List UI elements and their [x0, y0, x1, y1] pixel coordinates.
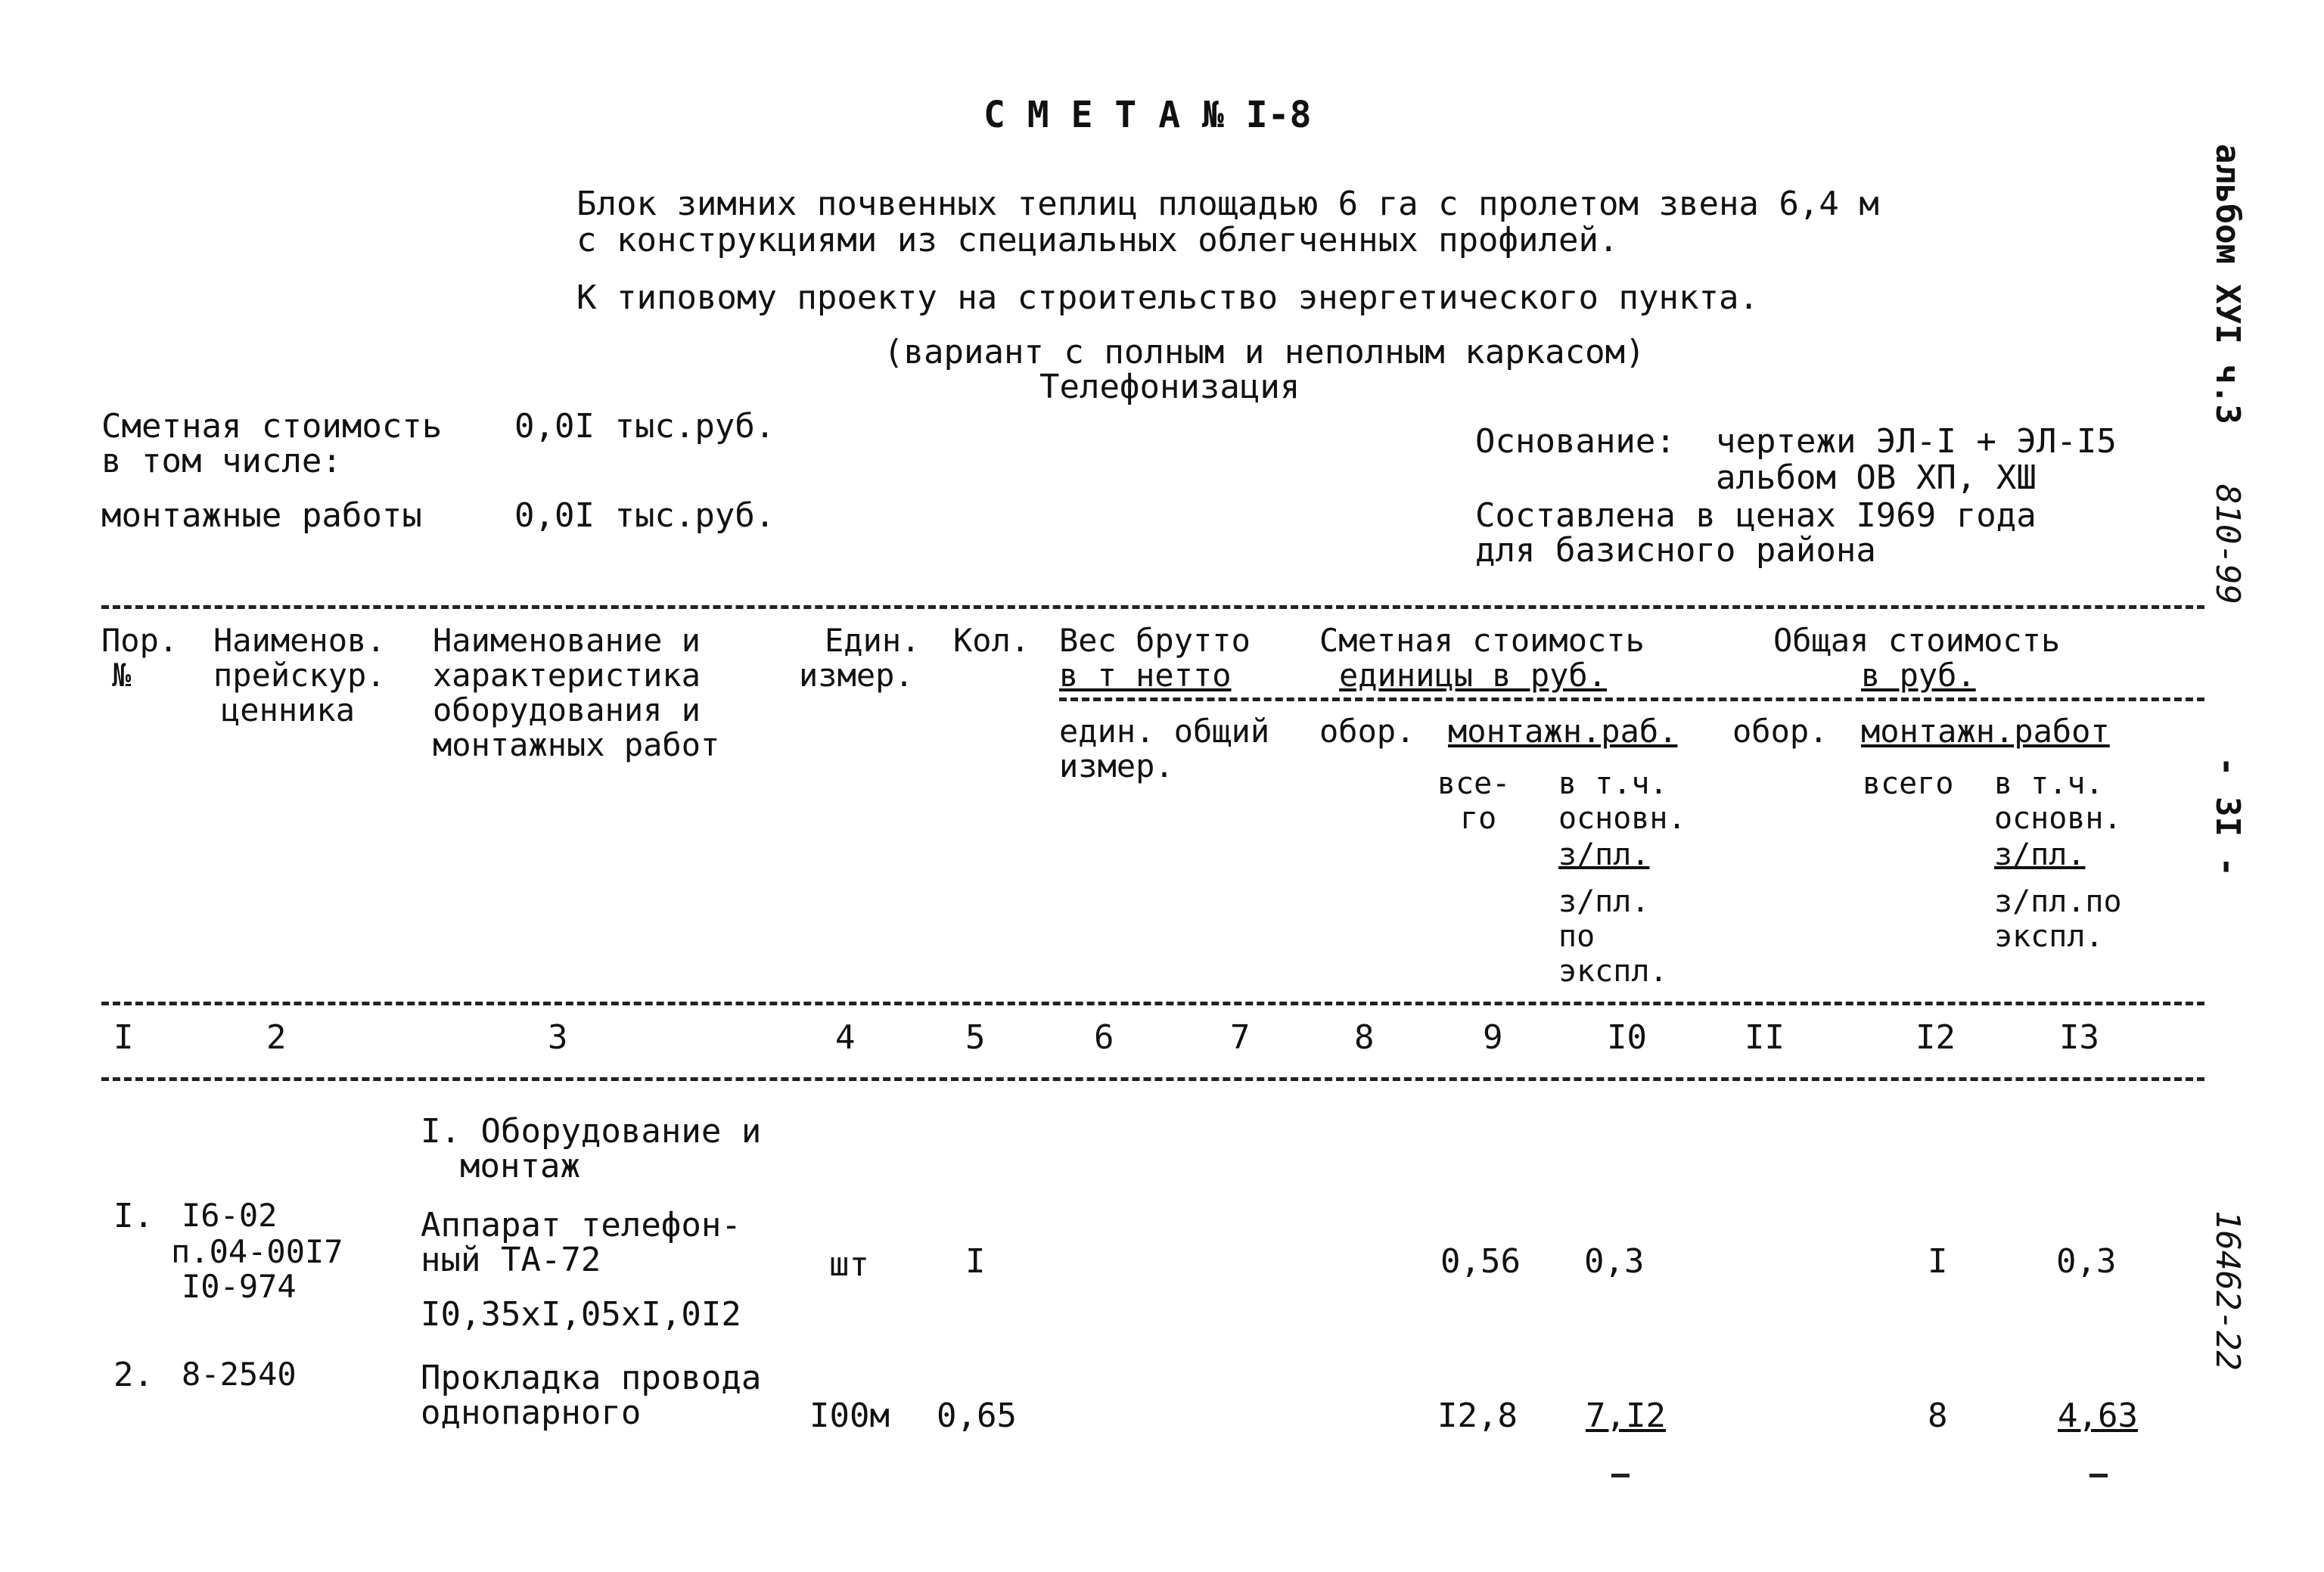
col10-header-4: з/пл. [1558, 884, 1650, 919]
row1-name-1: Аппарат телефон- [421, 1206, 741, 1244]
col-number-3: 3 [548, 1018, 568, 1057]
col13-header-2: основн. [1994, 801, 2122, 836]
col4-header-1: Един. [825, 622, 921, 659]
row1-qty: I [965, 1242, 986, 1281]
margin-album: альбом ХУI ч.3 [2208, 144, 2247, 424]
weight-header-1: Вес брутто [1059, 622, 1251, 659]
row1-code-1: I6-02 [182, 1197, 278, 1234]
row2-col9: I2,8 [1437, 1396, 1518, 1435]
col-number-2: 2 [266, 1018, 287, 1057]
basis-line-1: чертежи ЭЛ-I + ЭЛ-I5 [1716, 422, 2117, 461]
estimated-cost-value: 0,0I тыс.руб. [514, 407, 775, 446]
row1-code-3: I0-974 [182, 1268, 297, 1305]
col3-header-3: оборудования и [433, 691, 701, 729]
row2-col12: 8 [1928, 1396, 1948, 1435]
header-line-3: К типовому проекту на строительство энергетического пункта. [576, 278, 1759, 317]
compiled-line-1: Составлена в ценах I969 года [1475, 496, 2037, 535]
col10-header-6: экспл. [1558, 954, 1668, 989]
unit-cost-header-2: единицы в руб. [1339, 657, 1608, 694]
col2-header-2: прейскур. [213, 657, 386, 694]
row2-name-2: однопарного [421, 1393, 642, 1432]
separator-col-numbers-top [101, 1002, 2204, 1005]
col10-header-5: по [1558, 919, 1595, 954]
row1-col12: I [1928, 1242, 1948, 1281]
row2-col10: 7,I2 [1586, 1396, 1666, 1435]
basis-label: Основание: [1475, 422, 1676, 461]
total-cost-header-1: Общая стоимость [1773, 622, 2061, 659]
section-heading-1: I. Оборудование и [421, 1112, 762, 1151]
total-mount-header: монтажн.работ [1861, 713, 2110, 750]
separator-col-numbers-bottom [101, 1077, 2204, 1081]
mounting-label: монтажные работы [101, 496, 422, 535]
col13-header-3: з/пл. [1994, 837, 2086, 872]
col-number-8: 8 [1354, 1018, 1375, 1057]
row1-code-2: п.04-00I7 [171, 1233, 343, 1270]
row2-col13: 4,63 [2058, 1396, 2138, 1435]
row2-number: 2. [113, 1356, 154, 1394]
unit-mount-header: монтажн.раб. [1448, 713, 1678, 750]
col-number-12: I2 [1915, 1018, 1956, 1057]
col2-header-1: Наименов. [213, 622, 386, 659]
separator-weight-sub [1059, 697, 2204, 701]
estimated-cost-label: Сметная стоимость [101, 407, 443, 446]
col9-header-1: все- [1437, 766, 1511, 801]
margin-page: - 3I - [2208, 756, 2247, 877]
margin-doc-number: 16462-22 [2208, 1210, 2247, 1371]
col-number-7: 7 [1230, 1018, 1251, 1057]
col5-header: Кол. [953, 622, 1030, 659]
col8-header: обор. [1319, 713, 1415, 750]
row1-calc: I0,35хI,05хI,0I2 [421, 1295, 741, 1334]
col9-header-2: го [1460, 801, 1497, 836]
row2-qty: 0,65 [937, 1396, 1017, 1435]
header-line-4: (вариант с полным и неполным каркасом) [884, 333, 1645, 371]
unit-cost-header-1: Сметная стоимость [1319, 622, 1645, 659]
separator-top [101, 605, 2204, 609]
weight-sub-1: един. общий [1059, 713, 1270, 750]
row1-unit: шт [829, 1245, 869, 1284]
col12-header: всего [1863, 766, 1954, 801]
header-line-5: Телефонизация [1039, 368, 1300, 406]
document-title: С М Е Т А № I-8 [983, 94, 1312, 136]
col-number-11: II [1745, 1018, 1785, 1057]
row2-unit: I00м [809, 1396, 890, 1435]
col-number-9: 9 [1483, 1018, 1503, 1057]
col10-header-3: з/пл. [1558, 837, 1650, 872]
header-line-1: Блок зимних почвенных теплиц площадью 6 га с пролетом звена 6,4 м [576, 185, 1879, 223]
col13-header-5: экспл. [1994, 919, 2104, 954]
col10-header-1: в т.ч. [1558, 766, 1668, 801]
row1-col13: 0,3 [2056, 1242, 2117, 1281]
total-cost-header-2: в руб. [1861, 657, 1976, 694]
col3-header-4: монтажных работ [433, 726, 720, 763]
col-number-1: I [113, 1018, 134, 1057]
row1-number: I. [113, 1197, 154, 1235]
col1-header-2: № [112, 657, 132, 694]
col11-header: обор. [1732, 713, 1828, 750]
margin-code: 810-99 [2208, 484, 2247, 604]
row2-name-1: Прокладка провода [421, 1359, 762, 1397]
col2-header-3: ценника [221, 691, 356, 729]
col4-header-2: измер. [799, 657, 914, 694]
row2-col13-dash [2089, 1474, 2108, 1477]
row1-name-2: ный ТА-72 [421, 1241, 601, 1279]
including-label: в том числе: [101, 442, 342, 480]
row1-col9: 0,56 [1440, 1242, 1521, 1281]
col10-header-2: основн. [1558, 801, 1686, 836]
col3-header-1: Наименование и [433, 622, 701, 659]
basis-line-2: альбом ОВ XП, XШ [1716, 458, 2037, 497]
col-number-5: 5 [965, 1018, 986, 1057]
col13-header-1: в т.ч. [1994, 766, 2104, 801]
col1-header-1: Пор. [101, 622, 179, 659]
mounting-value: 0,0I тыс.руб. [514, 496, 775, 535]
col-number-4: 4 [835, 1018, 856, 1057]
col-number-10: I0 [1607, 1018, 1647, 1057]
header-line-2: с конструкциями из специальных облегченных профилей. [576, 221, 1619, 259]
compiled-line-2: для базисного района [1475, 531, 1876, 570]
col3-header-2: характеристика [433, 657, 701, 694]
section-heading-2: монтаж [460, 1147, 580, 1185]
weight-sub-2: измер. [1059, 747, 1174, 784]
col13-header-4: з/пл.по [1994, 884, 2122, 919]
row1-col10: 0,3 [1584, 1242, 1645, 1281]
col-number-6: 6 [1094, 1018, 1114, 1057]
row2-col10-dash [1611, 1474, 1630, 1477]
row2-code-1: 8-2540 [182, 1356, 297, 1393]
col-number-13: I3 [2059, 1018, 2099, 1057]
weight-header-2: в т нетто [1059, 657, 1232, 694]
